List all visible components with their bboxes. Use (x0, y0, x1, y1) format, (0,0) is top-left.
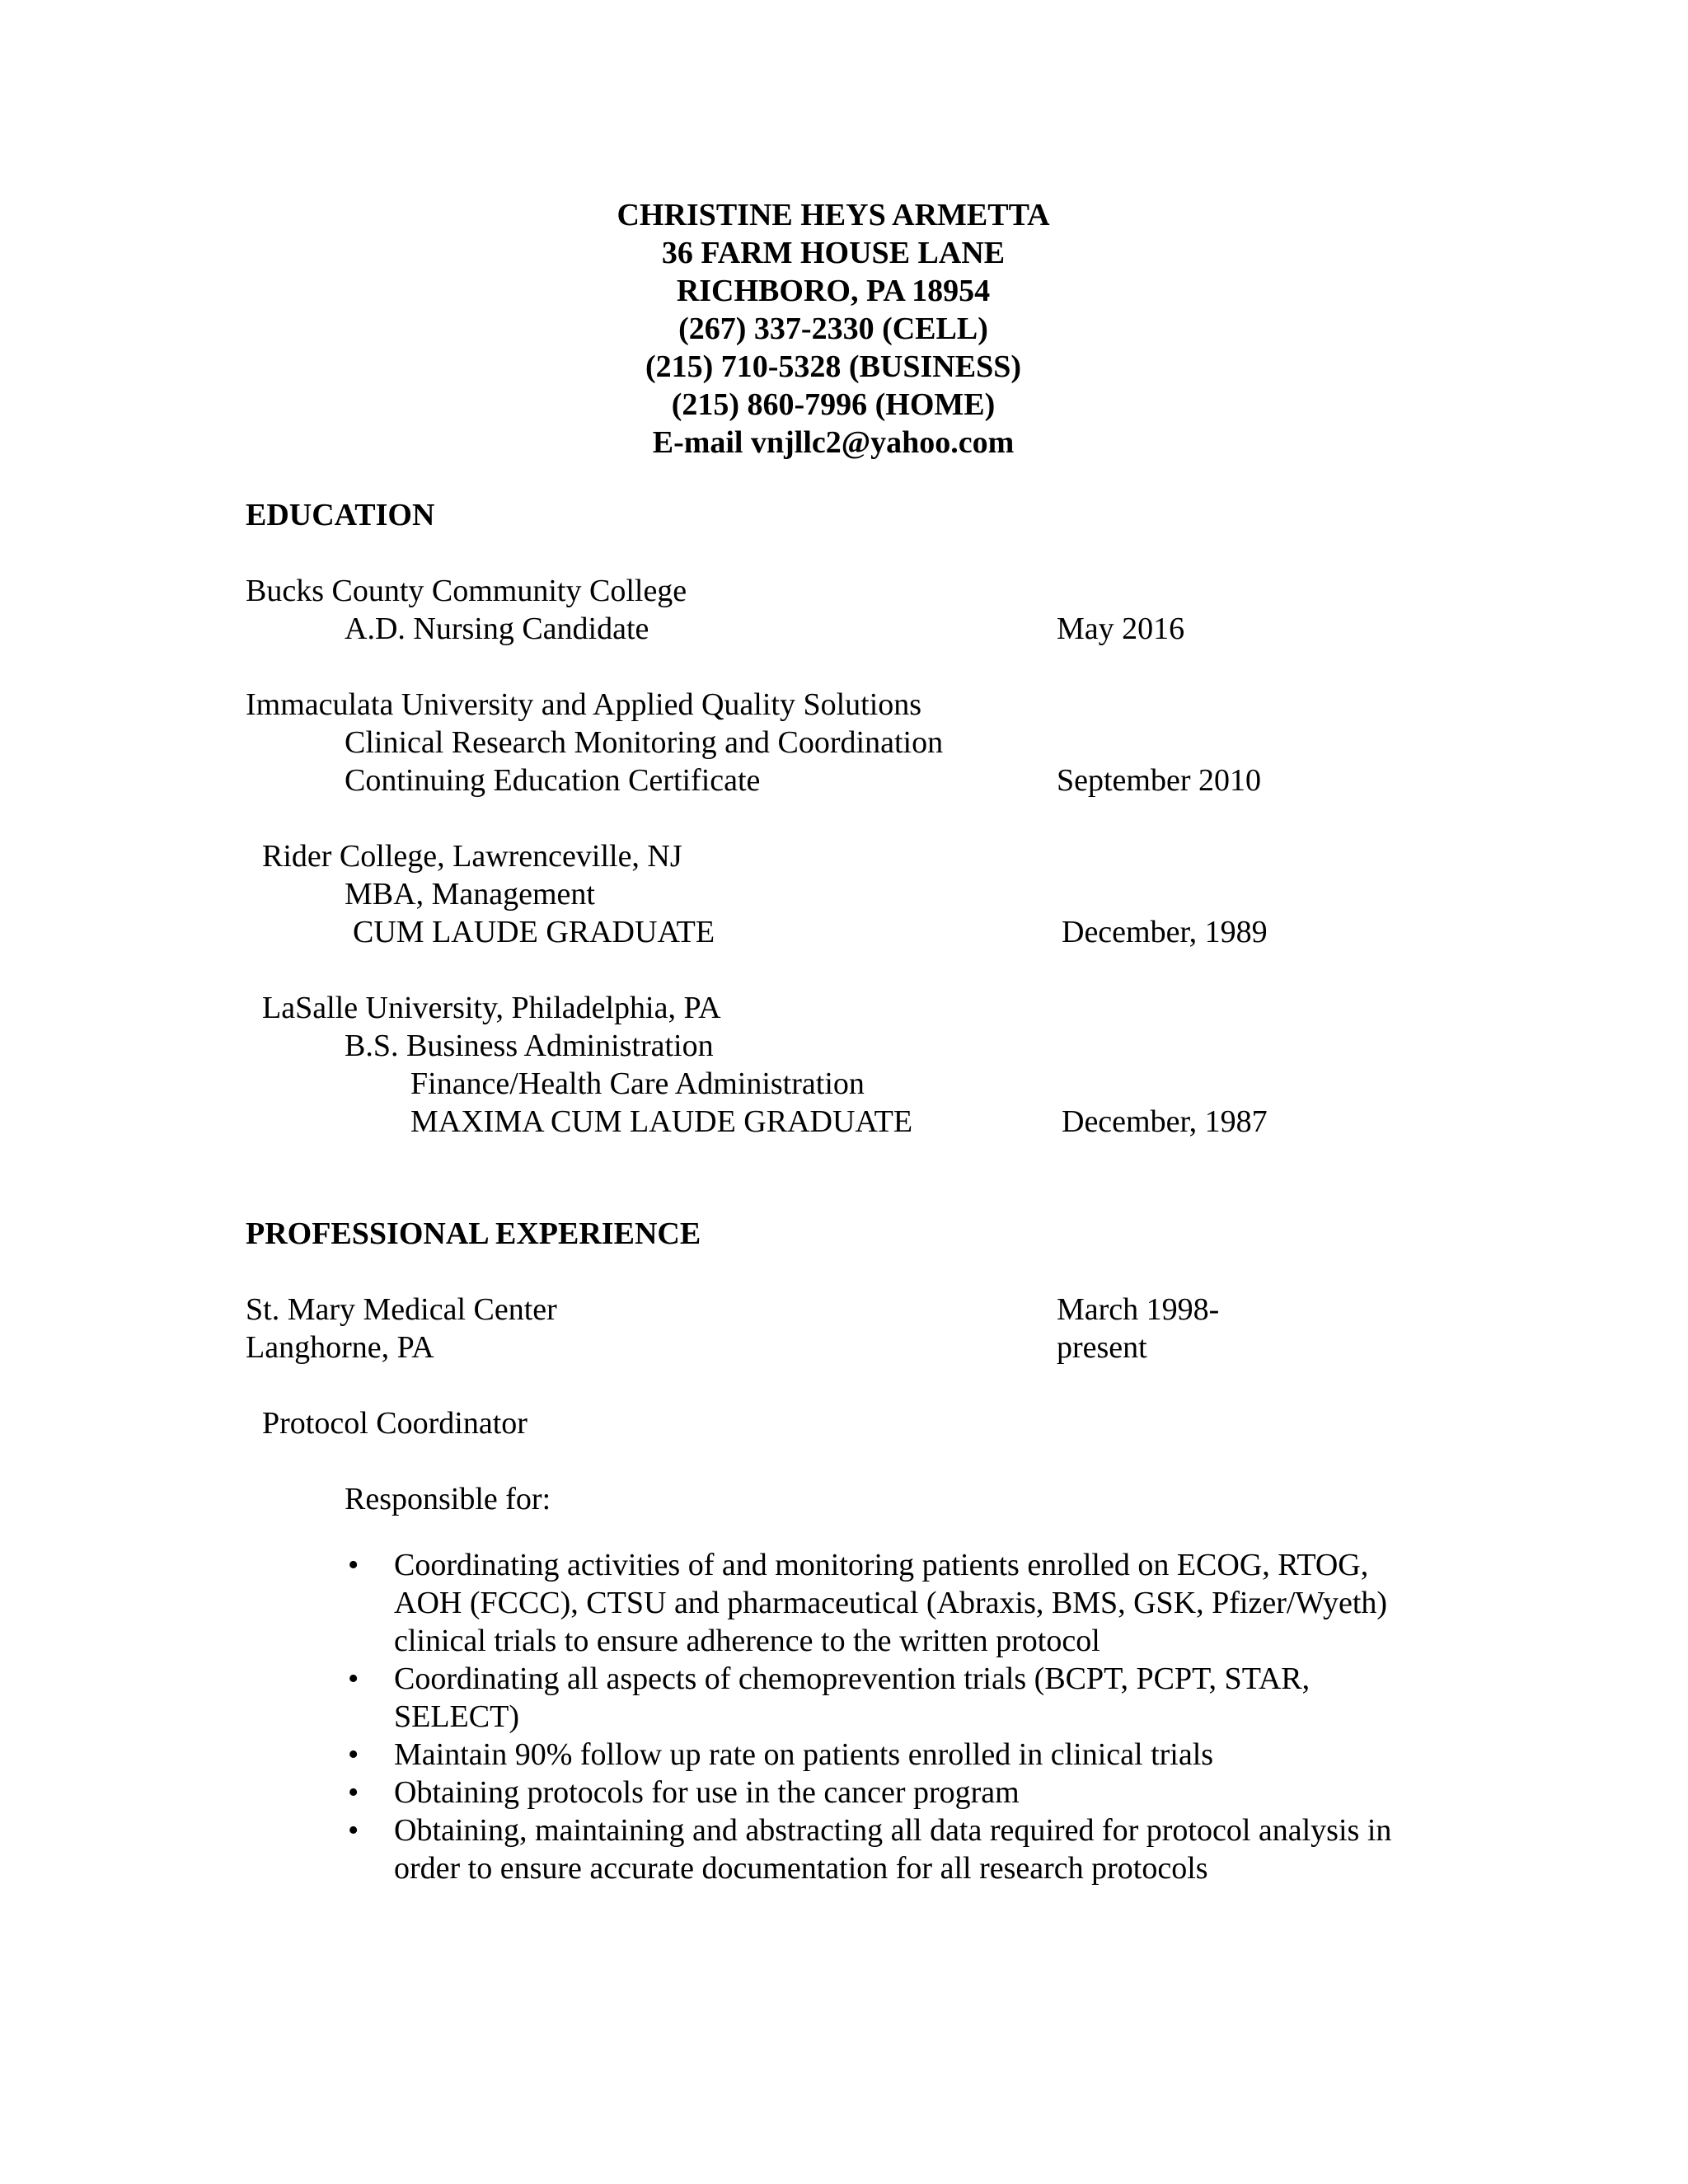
address-street: 36 FARM HOUSE LANE (661, 236, 1006, 270)
phone-business: (215) 710-5328 (BUSINESS) (645, 349, 1022, 384)
phone-home: (215) 860-7996 (HOME) (671, 387, 996, 422)
education-detail: CUM LAUDE GRADUATE (353, 915, 715, 949)
education-detail: A.D. Nursing Candidate (345, 612, 649, 646)
education-detail: MBA, Management (345, 877, 595, 912)
responsibility-text: Coordinating all aspects of chemoprevention trials (BCPT, PCPT, STAR, SELECT) (394, 1661, 1311, 1734)
education-school: Bucks County Community College (246, 574, 687, 608)
education-heading: EDUCATION (246, 498, 435, 532)
applicant-name: CHRISTINE HEYS ARMETTA (617, 198, 1050, 232)
experience-heading: PROFESSIONAL EXPERIENCE (246, 1216, 701, 1251)
education-school: LaSalle University, Philadelphia, PA (262, 991, 721, 1025)
responsibilities-label: Responsible for: (345, 1482, 551, 1516)
bullet-icon: • (348, 1737, 359, 1772)
education-detail: Continuing Education Certificate (345, 763, 761, 798)
list-item (345, 1736, 1432, 1774)
list-item (345, 1774, 1432, 1811)
bullet-icon: • (348, 1813, 359, 1848)
list-item (345, 1546, 1432, 1660)
education-date: December, 1989 (1062, 915, 1268, 949)
education-school: Immaculata University and Applied Quality Solutions (246, 687, 922, 722)
education-detail: MAXIMA CUM LAUDE GRADUATE (410, 1104, 913, 1139)
list-item (345, 1811, 1432, 1887)
bullet-icon: • (348, 1661, 359, 1696)
education-date: May 2016 (1057, 612, 1185, 646)
bullet-icon: • (348, 1775, 359, 1810)
education-school: Rider College, Lawrenceville, NJ (262, 839, 682, 874)
contact-header (0, 196, 1667, 462)
phone-cell: (267) 337-2330 (CELL) (678, 312, 988, 346)
list-item (345, 1660, 1432, 1736)
email-address: E-mail vnjllc2@yahoo.com (652, 425, 1015, 460)
education-date: September 2010 (1057, 763, 1262, 798)
education-date: December, 1987 (1062, 1104, 1268, 1139)
education-detail: Finance/Health Care Administration (410, 1066, 865, 1101)
education-detail: B.S. Business Administration (345, 1029, 714, 1063)
bullet-icon: • (348, 1548, 359, 1582)
employer-name: St. Mary Medical Center (246, 1292, 557, 1327)
responsibility-text: Obtaining protocols for use in the cancer program (394, 1775, 1020, 1810)
education-detail: Clinical Research Monitoring and Coordination (345, 725, 944, 760)
responsibilities-list (345, 1546, 1432, 1887)
responsibility-text: Obtaining, maintaining and abstracting all data required for protocol analysis in order to ensure accurate documentation for all research protocols (394, 1813, 1392, 1886)
employer-location: Langhorne, PA (246, 1330, 434, 1365)
employment-start-date: March 1998- (1057, 1292, 1220, 1327)
address-city-state-zip: RICHBORO, PA 18954 (676, 274, 991, 308)
responsibility-text: Maintain 90% follow up rate on patients enrolled in clinical trials (394, 1737, 1214, 1772)
job-title: Protocol Coordinator (262, 1406, 528, 1441)
employment-end-date: present (1057, 1330, 1147, 1365)
responsibility-text: Coordinating activities of and monitoring patients enrolled on ECOG, RTOG, AOH (FCCC), CTSU and pharmaceutical (Abraxis, BMS, GSK, Pfizer/Wyeth) clinical trials to ensure adherence to the written protocol (394, 1548, 1388, 1658)
